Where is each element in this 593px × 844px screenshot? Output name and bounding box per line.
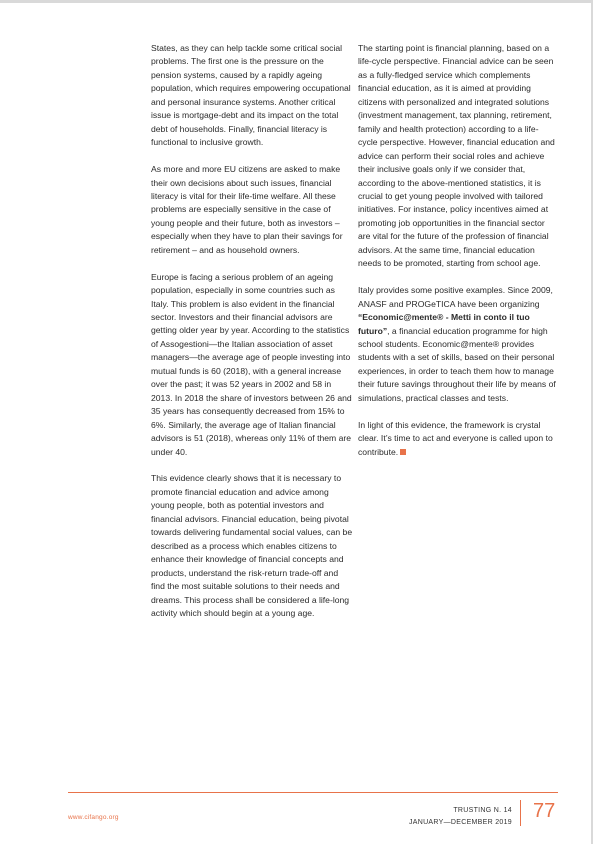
footer-period: JANUARY—DECEMBER 2019: [408, 819, 512, 826]
left-paragraph-1: States, as they can help tackle some critical social problems. The first one is the pressure on the pension systems, caused by a rapidly ageing population, which requires empowering occupational and personal insurance systems. Another critical issue is mortgage-debt and its impact on the total debt of households. Finally, financial literacy is functional to inclusive growth.: [151, 43, 351, 148]
programme-title: “Economic@mente® - Metti in conto il tuo futuro”: [358, 312, 530, 336]
right-paragraph-3-text: In light of this evidence, the framework is crystal clear. It’s time to act and everyone is called upon to contribute.: [358, 419, 553, 457]
right-paragraph-1: The starting point is financial planning, based on a life-cycle perspective. Financial advice can be seen as a fully-fledged service which complements financial education, as it is aimed at providing citizens with personalized and integrated solutions (investment management, tax planning, retirement, family and health protection) according to a life-cycle perspective. However, financial education and advice can perform their social roles and achieve their inclusive goals only if we consider that, according to the above-mentioned statistics, it is crucial to get young people involved with tailored initiatives. For instance, policy incentives aimed at promoting job opportunities in the financial sector are vital for the future of the profession of financial advisors. At the same time, financial education needs to be promoted, starting from school age.: [358, 43, 555, 269]
right-paragraph-2-intro: Italy provides some positive examples. Since 2009, ANASF and PROGeTICA have been organizing: [358, 285, 553, 309]
footer-divider: [68, 792, 558, 793]
footer-publication: TRUSTING N. 14: [453, 807, 512, 814]
right-paragraph-3: [358, 419, 556, 459]
left-paragraph-3: Europe is facing a serious problem of an ageing population, especially in some countries such as Italy. This problem is also evident in the financial sector. Investors and their financial advisors are getting older year by year. According to the statistics of Assogestioni—the Italian association of asset managers—the average age of people investing into mutual funds is 60 (2018), with a general increase over the past; it was 52 years in 2002 and 58 in 2013. In 2018 the share of investors between 26 and 35 years has consequently decreased from 15% to 6%. Similarly, the average age of Italian financial advisors is 51 (2018), whereas only 11% of them are under 40.: [151, 271, 352, 457]
page-number: 77: [533, 800, 556, 822]
footer-website-link[interactable]: www.cifango.org: [68, 814, 119, 821]
left-column: [151, 42, 353, 620]
article-end-square-icon: [400, 449, 406, 455]
right-paragraph-2: [358, 284, 556, 405]
right-paragraph-2-rest: , a financial education programme for high school students. Economic@mente® provides students with a set of skills, based on their personal experiences, in order to teach them how to manage their future savings throughout their life by means of simulations, practical classes and tests.: [358, 325, 556, 403]
page-top-border: [0, 0, 593, 3]
footer-issue-info: [409, 805, 512, 829]
right-column: [358, 42, 556, 459]
left-paragraph-4: This evidence clearly shows that it is necessary to promote financial education and advice among young people, both as potential investors and financial advisors. Financial education, being pivotal towards delivering fundamental social values, can be described as a process which enables citizens to enhance their knowledge of financial concepts and products, understand the risk-return trade-off and find the most suitable solutions to their needs and dreams. This process shall be considered a life-long activity which should begin at a young age.: [151, 473, 353, 618]
left-paragraph-2: As more and more EU citizens are asked to make their own decisions about such issues, financial literacy is vital for their life-time welfare. All these problems are especially sensitive in the case of young people and their future, both as investors – especially when they have to plan their savings for retirement – and as household owners.: [151, 164, 343, 255]
footer-separator: [520, 800, 521, 826]
